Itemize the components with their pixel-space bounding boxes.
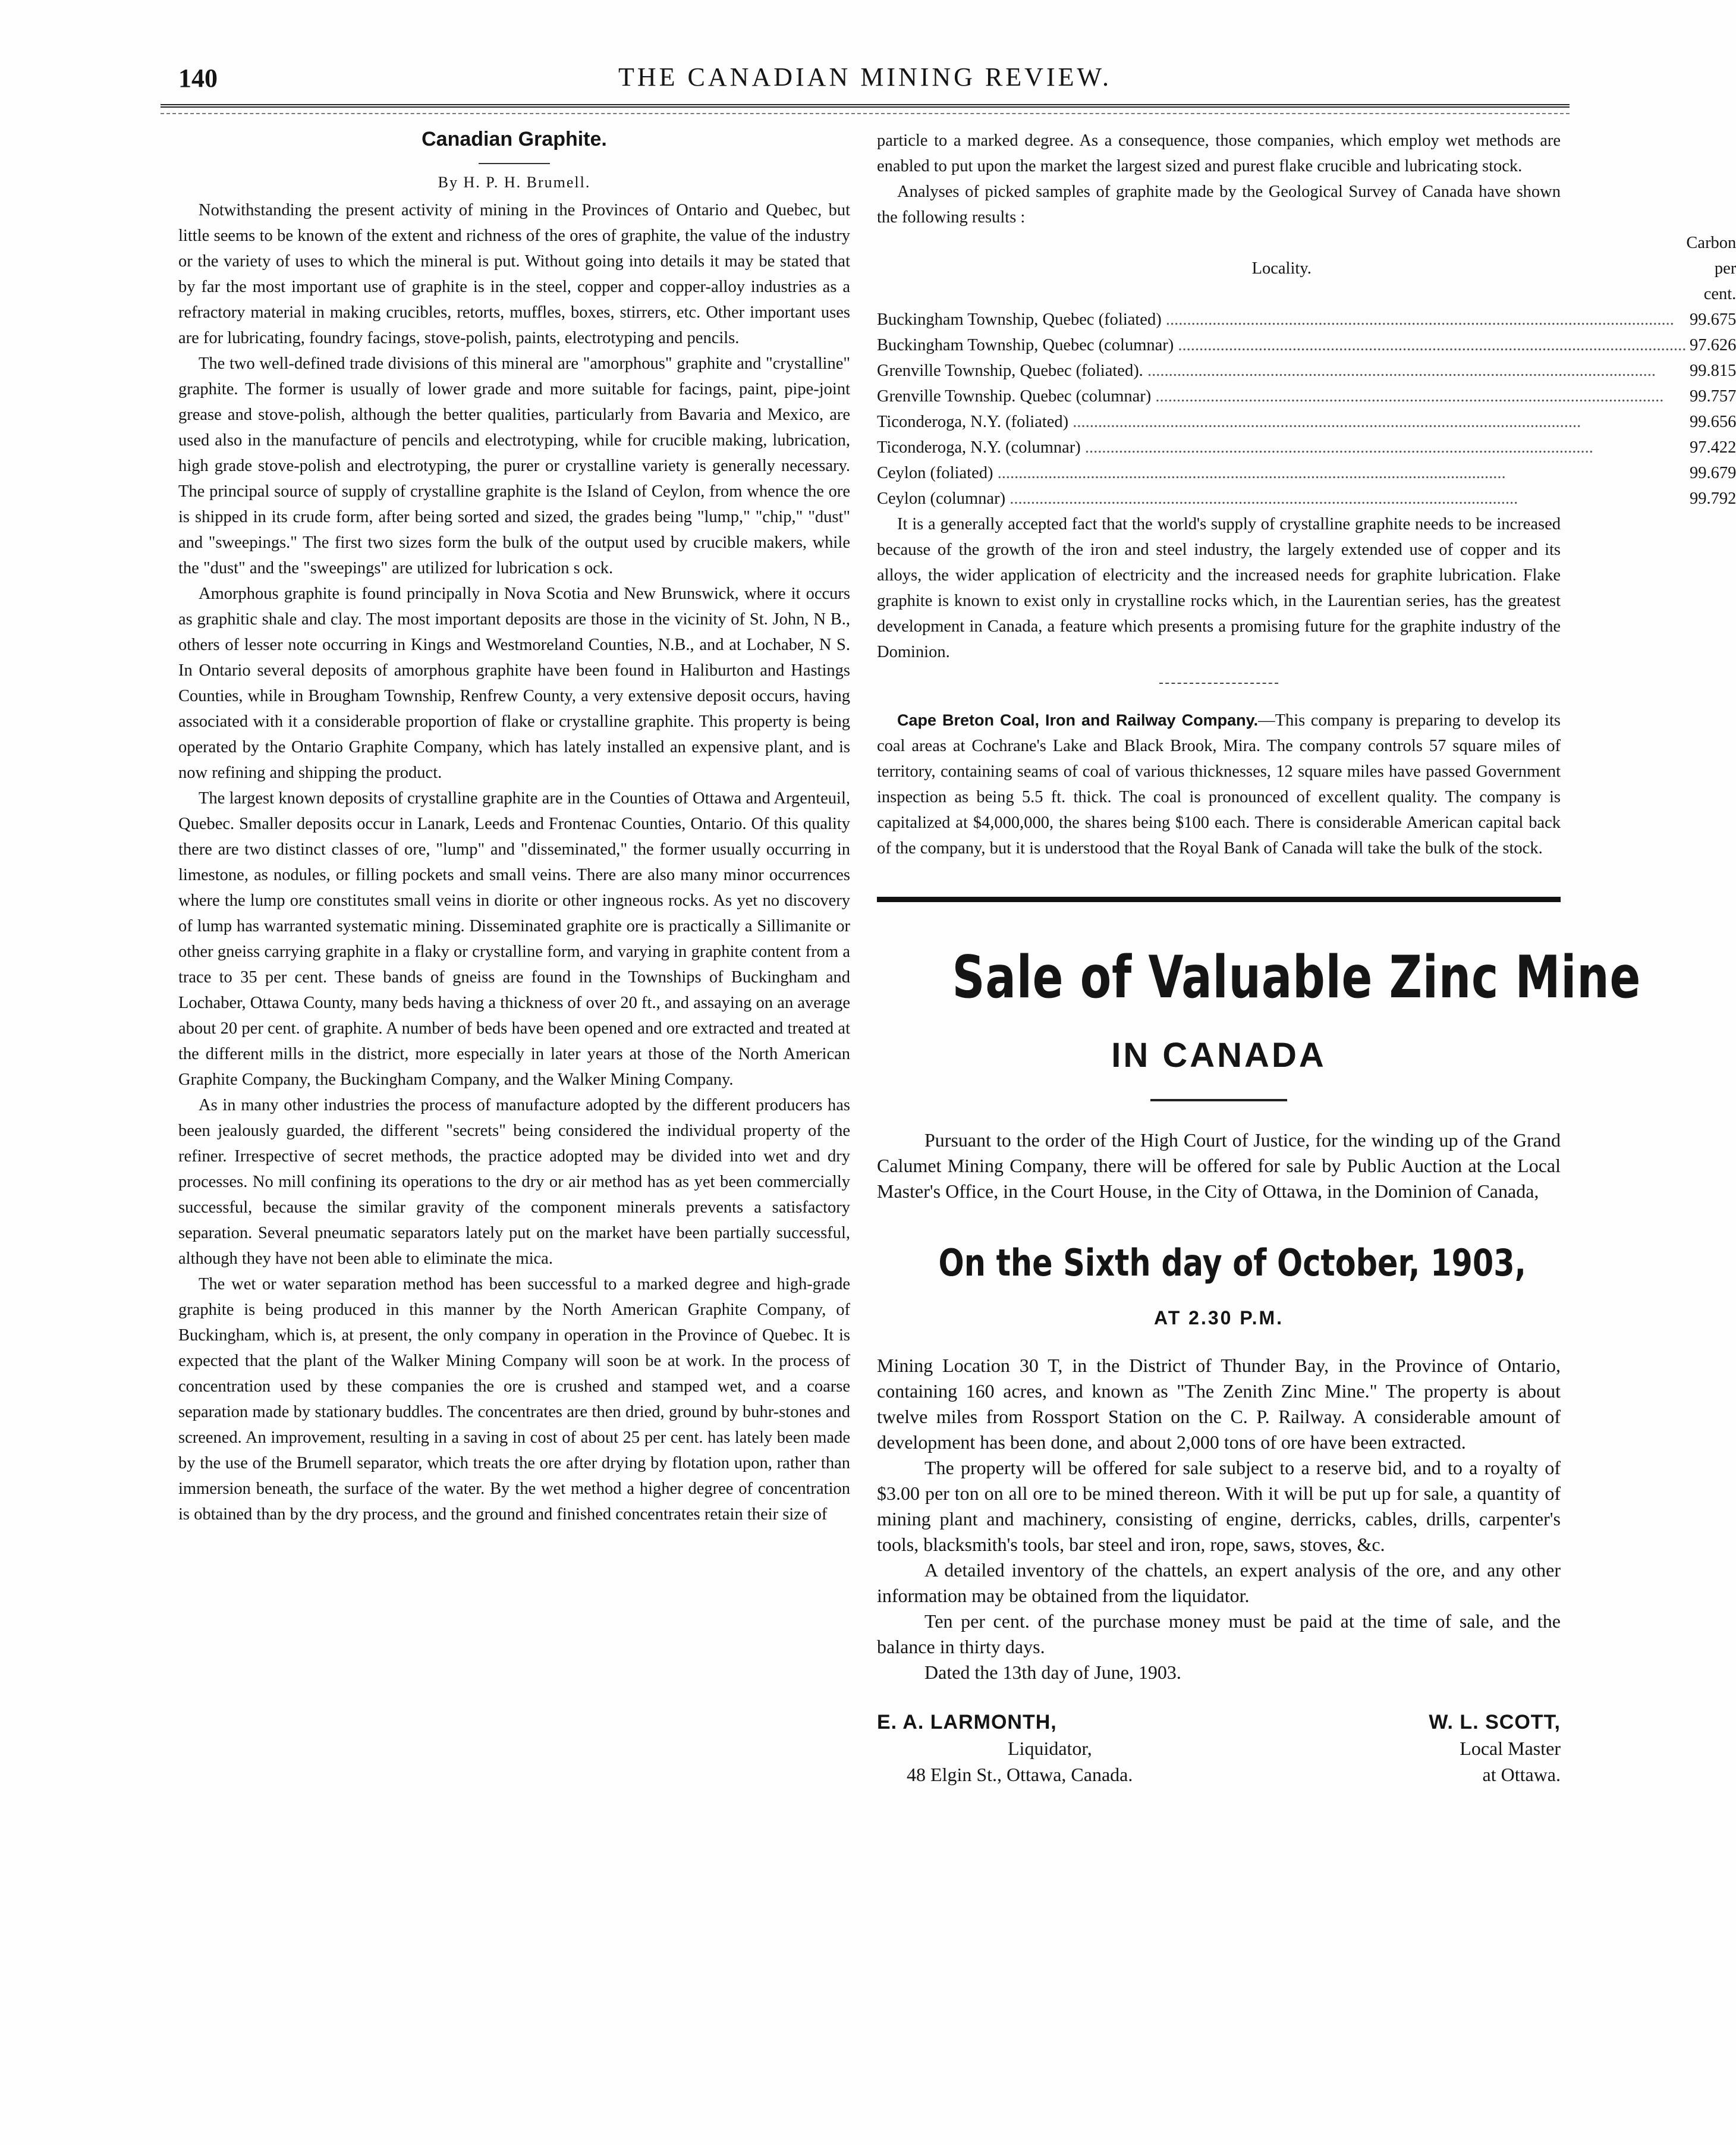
signature-name: E. A. LARMONTH, (877, 1711, 1057, 1733)
article-title: Canadian Graphite. (422, 128, 607, 150)
table-row (877, 332, 1736, 358)
article-paragraph: Amorphous graphite is found principally in Nova Scotia and New Brunswick, where it occurs as graphitic shale and clay. The most important deposits are those in the vicinity of St. John, N B., others of lesser note occurring in Kings and Westmoreland Counties, N.B., and at Lochaber, N S. In Ontario several deposits of amorphous graphite have been found in Haliburton and Hastings Counties, while in Brougham Township, Renfrew County, a very extensive deposit occurs, having associated with it a considerable proportion of flake or crystalline graphite. This property is being operated by the Ontario Graphite Company, which has lately installed an expensive plant, and is now refining and shipping the product. (178, 585, 850, 782)
cape-breton-item (877, 708, 1561, 861)
table-row (877, 358, 1736, 384)
ad-time: AT 2.30 P.M. (1154, 1307, 1284, 1329)
cape-breton-text: —This company is preparing to develop its coal areas at Cochrane's Lake and Black Brook, Mira. The company controls 57 square miles of territory, containing seams of coal of various thicknesses, 12 square miles have passed Government inspection as being 5.5 ft. thick. The coal is pronounced of excellent quality. The company is capitalized at $4,000,000, the shares being $100 each. There is considerable American capital back of the company, but it is understood that the Royal Bank of Canada will take the bulk of the stock. (877, 711, 1561, 858)
carbon-cell: 97.422 (1689, 438, 1736, 457)
locality-cell: Ticonderoga, N.Y. (columnar) (877, 438, 1081, 457)
analyses-table (877, 230, 1736, 511)
ad-intro: Pursuant to the order of the High Court of Justice, for the winding up of the Grand Calumet Mining Company, there will be offered for sale by Public Auction at the Local Master's Office, in the Court House, in the City of Ottawa, in the Dominion of Canada, (877, 1129, 1561, 1202)
ad-rule (1150, 1099, 1287, 1101)
carbon-cell: 99.679 (1689, 464, 1736, 482)
signatures (877, 1709, 1561, 1822)
section-separator (1159, 683, 1278, 684)
signature-title: Local Master (1460, 1738, 1561, 1759)
signature-name: W. L. SCOTT, (1429, 1711, 1561, 1733)
locality-cell: Ticonderoga, N.Y. (foliated) (877, 413, 1069, 431)
ad-subheadline: IN CANADA (1111, 1036, 1326, 1075)
article-paragraph: The wet or water separation method has been successful to a marked degree and high-grade graphite is being produced in this manner by the North American Graphite Company, of Buckingham, which is, at present, the only company in operation in the Province of Quebec. It is expected that the plant of the Walker Mining Company will soon be at work. In the process of concentration used by these companies the ore is crushed and stamped wet, and a coarse separation made by stationary buddles. The concentrates are then dried, ground by buhr-stones and screened. An improvement, resulting in a saving in cost of about 25 per cent. has lately been made by the use of the Brumell separator, which treats the ore after drying by flotation upon, rather than immersion beneath, the surface of the water. By the wet method a higher degree of concentration is obtained than by the dry process, and the ground and finished concentrates retain their size of (178, 1275, 850, 1524)
ad-paragraph: Ten per cent. of the purchase money must be paid at the time of sale, and the balance in thirty days. (877, 1610, 1561, 1657)
signature-title: Liquidator, (1008, 1738, 1092, 1759)
page-header (161, 59, 1570, 95)
signature-liquidator (877, 1709, 1246, 1788)
table-row (877, 486, 1736, 511)
article-paragraph: As in many other industries the process of manufacture adopted by the different producers has been jealously guarded, the different "secrets" being considered the individual property of the refiner. Irrespective of secret methods, the practice adopted may be divided into wet and dry processes. No mill confining its operations to the dry or air method has as yet been commercially successful, because the similar gravity of the component minerals prevents a satisfactory separation. Several pneumatic separators lately put on the market have been partially successful, although they have not been able to eliminate the mica. (178, 1096, 850, 1268)
title-rule (479, 163, 550, 164)
table-header-carbon: Carbon (1686, 234, 1736, 252)
article-paragraph: The largest known deposits of crystalline graphite are in the Counties of Ottawa and Argenteuil, Quebec. Smaller deposits occur in Lanark, Leeds and Frontenac Counties, Ontario. Of this quality there are two distinct classes of ore, "lump" and "disseminated," the former usually occurring in limestone, as nodules, or filling pockets and small veins. There are also many minor occurrences where the lump ore constitutes small veins in diorite or other ingneous rocks. As yet no discovery of lump has warranted systematic mining. Disseminated graphite ore is practically a Sillimanite or other gneiss carrying graphite in a flaky or crystalline form, and varying in graphite content from a trace to 35 per cent. These bands of gneiss are found in the Townships of Buckingham and Lochaber, Ottawa County, many beds having a thickness of over 20 ft., and assaying on an average about 20 per cent. of graphite. A number of beds have been opened and ore extracted and treated at the different mills in the district, more especially in later years at those of the North American Graphite Company, the Buckingham Company, and the Walker Mining Company. (178, 789, 850, 1089)
carbon-cell: 99.792 (1689, 489, 1736, 508)
carbon-cell: 99.675 (1689, 310, 1736, 329)
article-continuation: particle to a marked degree. As a consequence, those companies, which employ wet methods are enabled to put upon the market the largest sized and purest flake crucible and lubricating stock. (877, 131, 1561, 175)
locality-cell: Ceylon (columnar) (877, 489, 1006, 508)
ad-paragraph: The property will be offered for sale subject to a reserve bid, and to a royalty of $3.00 per ton on all ore to be mined thereon. With it will be put up for sale, a quantity of mining plant and machinery, consisting of engine, derricks, cables, drills, carpenter's tools, blacksmith's tools, bar steel and iron, rope, saws, stoves, &c. (877, 1457, 1561, 1555)
carbon-cell: 97.626 (1689, 336, 1736, 354)
table-row (877, 435, 1736, 460)
signature-location: at Ottawa. (1482, 1764, 1561, 1785)
page-number: 140 (178, 64, 218, 93)
article-byline: By H. P. H. Brumell. (438, 174, 591, 191)
locality-cell: Grenville Township. Quebec (columnar) (877, 387, 1152, 406)
header-dashed-rule (161, 113, 1570, 114)
ad-paragraph: A detailed inventory of the chattels, an expert analysis of the ore, and any other information may be obtained from the liquidator. (877, 1559, 1561, 1606)
table-row (877, 307, 1736, 332)
table-row (877, 409, 1736, 435)
locality-cell: Buckingham Township, Quebec (columnar) (877, 336, 1174, 354)
ad-headline: Sale of Valuable Zinc Mine (952, 944, 1641, 1012)
ad-dated: Dated the 13th day of June, 1903. (924, 1662, 1181, 1683)
advertisement (877, 944, 1641, 1822)
carbon-cell: 99.656 (1689, 413, 1736, 431)
ad-date-heading: On the Sixth day of October, 1903, (938, 1241, 1526, 1285)
table-header-locality: Locality. (1251, 259, 1312, 278)
locality-cell: Grenville Township, Quebec (foliated). (877, 362, 1143, 380)
article-paragraph: The two well-defined trade divisions of this mineral are "amorphous" graphite and "crystalline" graphite. The former is usually of lower grade and more suitable for facings, paint, pipe-joint grease and stove-polish, although the better qualities, particularly from Bavaria and Mexico, are used also in the manufacture of pencils and electrotyping, while for crucible making, lubrication, high grade stove-polish and electrotyping, the purer or crystalline variety is generally necessary. The principal source of supply of crystalline graphite is the Island of Ceylon, from whence the ore is shipped in its crude form, after being sorted and sized, the grades being "lump," "chip," "dust" and "sweepings." The first two sizes form the bulk of the output used by crucible makers, while the "dust" and the "sweepings" are utilized for lubrication s ock. (178, 354, 850, 577)
signature-address: 48 Elgin St., Ottawa, Canada. (907, 1764, 1133, 1785)
advertisement-top-rule (877, 897, 1561, 902)
carbon-cell: 99.757 (1689, 387, 1736, 406)
article-closing: It is a generally accepted fact that the world's supply of crystalline graphite needs to be increased because of the growth of the iron and steel industry, the largely extended use of copper and its alloys, the wider application of electricity and the increased needs for graphite lubrication. Flake graphite is known to exist only in crystalline rocks which, in the Laurentian series, has the greatest development in Canada, a feature which presents a promising future for the graphite industry of the Dominion. (877, 515, 1561, 661)
carbon-cell: 99.815 (1689, 362, 1736, 380)
ad-paragraph: Mining Location 30 T, in the District of Thunder Bay, in the Province of Ontario, containing 160 acres, and known as "The Zenith Zinc Mine." The property is about twelve miles from Rossport Station on the C. P. Railway. A considerable amount of development has been done, and about 2,000 tons of ore have been extracted. (877, 1355, 1561, 1453)
table-row (877, 384, 1736, 409)
locality-cell: Buckingham Township, Quebec (foliated) (877, 310, 1162, 329)
locality-cell: Ceylon (foliated) (877, 464, 993, 482)
analyses-intro: Analyses of picked samples of graphite made by the Geological Survey of Canada have shown the following results : (877, 183, 1561, 227)
header-rule (161, 104, 1570, 108)
right-column (877, 128, 1736, 1822)
left-column (178, 128, 850, 1527)
cape-breton-lead: Cape Breton Coal, Iron and Railway Company. (897, 711, 1259, 729)
article-paragraph: Notwithstanding the present activity of mining in the Provinces of Ontario and Quebec, but little seems to be known of the extent and richness of the ores of graphite, the value of the industry or the variety of uses to which the mineral is put. Without going into details it may be stated that by far the most important use of graphite is in the steel, copper and copper-alloy industries as a refractory material in making crucibles, retorts, muffles, boxes, stirrers, etc. Other important uses are for lubricating, foundry facings, stove-polish, paints, electrotyping and pencils. (178, 201, 850, 347)
signature-local-master (1311, 1709, 1561, 1788)
journal-title: THE CANADIAN MINING REVIEW. (618, 62, 1112, 92)
table-header-percent: per cent. (1703, 259, 1736, 303)
table-row (877, 460, 1736, 486)
